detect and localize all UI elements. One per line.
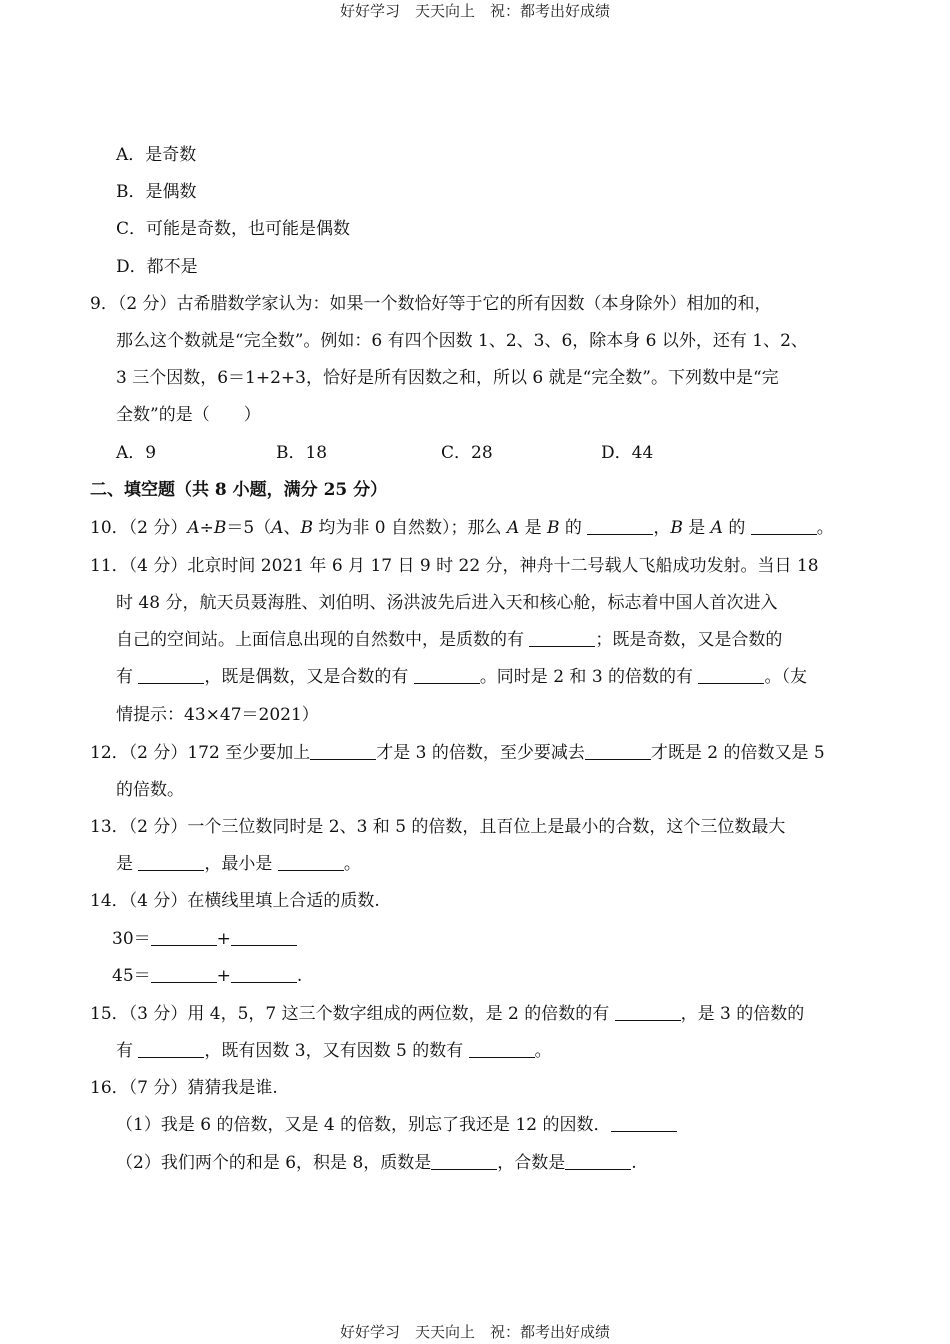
page-header: 好好学习 天天向上 祝：都考出好成绩 — [339, 2, 610, 20]
q16-line-1: 16．（7 分）猜猜我是谁. — [90, 1078, 278, 1098]
answer-blank[interactable] — [751, 518, 817, 535]
answer-blank[interactable] — [431, 1153, 497, 1170]
q10-line: 10．（2 分）A÷B＝5（A、B 均为非 0 自然数）；那么 A 是 B 的 ，B 是 A 的 。 — [90, 518, 834, 538]
answer-blank[interactable] — [310, 743, 376, 760]
q9-option-c: C．28 — [441, 443, 493, 463]
q9-line-3: 3 三个因数，6＝1+2+3，恰好是所有因数之和，所以 6 就是“完全数”。下列数中是“完 — [116, 368, 779, 388]
q8-option-d: D．都不是 — [116, 257, 198, 277]
q9-option-b: B．18 — [276, 443, 328, 463]
answer-blank[interactable] — [698, 667, 764, 684]
q9-option-a: A．9 — [116, 443, 157, 463]
q14-line-1: 14．（4 分）在横线里填上合适的质数. — [90, 891, 380, 911]
q13-line-2: 是 ，最小是 。 — [116, 854, 361, 874]
q9-option-d: D．44 — [601, 443, 654, 463]
answer-blank[interactable] — [585, 743, 651, 760]
q12-line-1: 12．（2 分）172 至少要加上 才是 3 的倍数，至少要减去 才既是 2 的倍数又是 5 — [90, 743, 825, 763]
q8-option-a: A．是奇数 — [116, 145, 197, 165]
answer-blank[interactable] — [138, 667, 204, 684]
answer-blank[interactable] — [231, 929, 297, 946]
q12-line-2: 的倍数。 — [116, 780, 184, 800]
answer-blank[interactable] — [231, 966, 297, 983]
answer-blank[interactable] — [565, 1153, 631, 1170]
section-title: 二、填空题（共 8 小题，满分 25 分） — [90, 480, 388, 500]
q11-line-3: 自己的空间站。上面信息出现的自然数中，是质数的有 ；既是奇数，又是合数的 — [116, 630, 783, 650]
answer-blank[interactable] — [414, 667, 480, 684]
q8-option-c: C．可能是奇数，也可能是偶数 — [116, 219, 351, 239]
answer-blank[interactable] — [278, 854, 344, 871]
answer-blank[interactable] — [151, 966, 217, 983]
q15-line-1: 15．（3 分）用 4，5，7 这三个数字组成的两位数，是 2 的倍数的有 ，是 3 的倍数的 — [90, 1004, 805, 1024]
q9-line-1: 9．（2 分）古希腊数学家认为：如果一个数恰好等于它的所有因数（本身除外）相加的和， — [90, 294, 772, 314]
q9-line-4: 全数”的是（ ） — [116, 405, 261, 425]
q14-equation-1: 30＝ + — [112, 928, 297, 950]
q8-option-b: B．是偶数 — [116, 182, 197, 202]
answer-blank[interactable] — [151, 929, 217, 946]
q15-line-2: 有 ，既有因数 3，又有因数 5 的数有 。 — [116, 1041, 552, 1061]
q11-line-4: 有 ，既是偶数，又是合数的有 。同时是 2 和 3 的倍数的有 。（友 — [116, 667, 807, 687]
answer-blank[interactable] — [138, 854, 204, 871]
q11-line-5: 情提示：43×47＝2021） — [116, 705, 319, 725]
q11-line-1: 11．（4 分）北京时间 2021 年 6 月 17 日 9 时 22 分，神舟十二号载人飞船成功发射。当日 18 — [90, 556, 819, 576]
q11-line-2: 时 48 分，航天员聂海胜、刘伯明、汤洪波先后进入天和核心舱，标志着中国人首次进入 — [116, 593, 778, 613]
q16-sub-1: （1）我是 6 的倍数，又是 4 的倍数，别忘了我还是 12 的因数． — [116, 1114, 677, 1136]
q14-equation-2: 45＝ + . — [112, 966, 303, 986]
answer-blank[interactable] — [469, 1041, 535, 1058]
answer-blank[interactable] — [611, 1115, 677, 1132]
page-footer: 好好学习 天天向上 祝：都考出好成绩 — [339, 1323, 610, 1341]
answer-blank[interactable] — [138, 1041, 204, 1058]
q16-sub-2: （2）我们两个的和是 6，积是 8，质数是 ，合数是 . — [116, 1153, 637, 1173]
answer-blank[interactable] — [615, 1004, 681, 1021]
q9-line-2: 那么这个数就是“完全数”。例如：6 有四个因数 1、2、3、6，除本身 6 以外，还有 1、2、 — [116, 331, 808, 351]
q13-line-1: 13．（2 分）一个三位数同时是 2、3 和 5 的倍数，且百位上是最小的合数，这个三位数最大 — [90, 817, 786, 837]
answer-blank[interactable] — [587, 518, 653, 535]
answer-blank[interactable] — [529, 630, 595, 647]
